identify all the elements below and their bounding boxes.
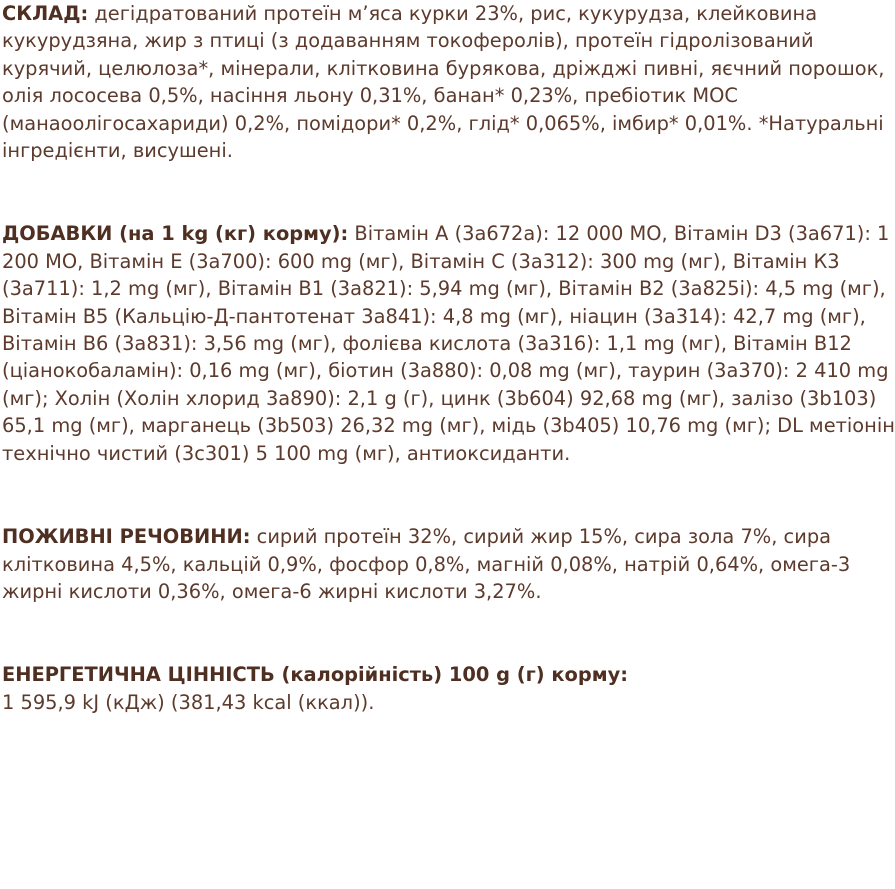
composition-section	[2, 0, 895, 164]
additives-section	[2, 220, 895, 467]
nutrients-section	[2, 523, 895, 605]
ingredients-label	[2, 0, 895, 716]
energy-text: 1 595,9 kJ (кДж) (381,43 kcal (ккал)).	[2, 690, 375, 714]
additives-text: Вітамін А (3а672а): 12 000 МО, Вітамін D3 (3а671): 1 200 МО, Вітамін Е (3а700): 600 mg (мг), Вітамін С (3а312): 300 mg (мг), Вітамін К3 (3а711): 1,2 mg (мг), Вітамін В1 (3а821): 5,94 mg (мг), Вітамін В2 (3а825і): 4,5 mg (мг), Вітамін В5 (Кальцію-Д-пантотенат 3а841): 4,8 mg (мг), ніацин (3а314): 42,7 mg (мг), Вітамін В6 (3а831): 3,56 mg (мг), фолієва кислота (3а316): 1,1 mg (мг), Вітамін В12 (ціанокобаламін): 0,16 mg (мг), біотин (3а880): 0,08 mg (мг), таурин (3а370): 2 410 mg (мг); Холін (Холін хлорид 3а890): 2,1 g (г), цинк (3b604) 92,68 mg (мг), залізо (3b103) 65,1 mg (мг), марганець (3b503) 26,32 mg (мг), мідь (3b405) 10,76 mg (мг); DL метіонін технічно чистий (3с301) 5 100 mg (мг), антиоксиданти.	[2, 222, 895, 465]
nutrients-text: сирий протеїн 32%, сирий жир 15%, сира зола 7%, сира клітковина 4,5%, кальцій 0,9%, фосфор 0,8%, магній 0,08%, натрій 0,64%, омега-3 жирні кислоти 0,36%, омега-6 жирні кислоти 3,27%.	[2, 525, 851, 603]
energy-heading: ЕНЕРГЕТИЧНА ЦІННІСТЬ (калорійність) 100 g (г) корму:	[2, 663, 628, 687]
additives-heading: ДОБАВКИ (на 1 kg (кг) корму):	[2, 222, 349, 246]
composition-text: дегідратований протеїн м’яса курки 23%, рис, кукурудза, клейковина кукурудзяна, жир з птиці (з додаванням токоферолів), протеїн гідролізований курячий, целюлоза*, мінерали, клітковина бурякова, дріжджі пивні, яєчний порошок, олія лососева 0,5%, насіння льону 0,31%, банан* 0,23%, пребіотик МОС (манаоолігосахариди) 0,2%, помідори* 0,2%, глід* 0,065%, імбир* 0,01%. *Натуральні інгредієнти, висушені.	[2, 2, 885, 163]
composition-heading: СКЛАД:	[2, 2, 89, 25]
nutrients-heading: ПОЖИВНІ РЕЧОВИНИ:	[2, 525, 251, 549]
energy-section	[2, 661, 895, 716]
